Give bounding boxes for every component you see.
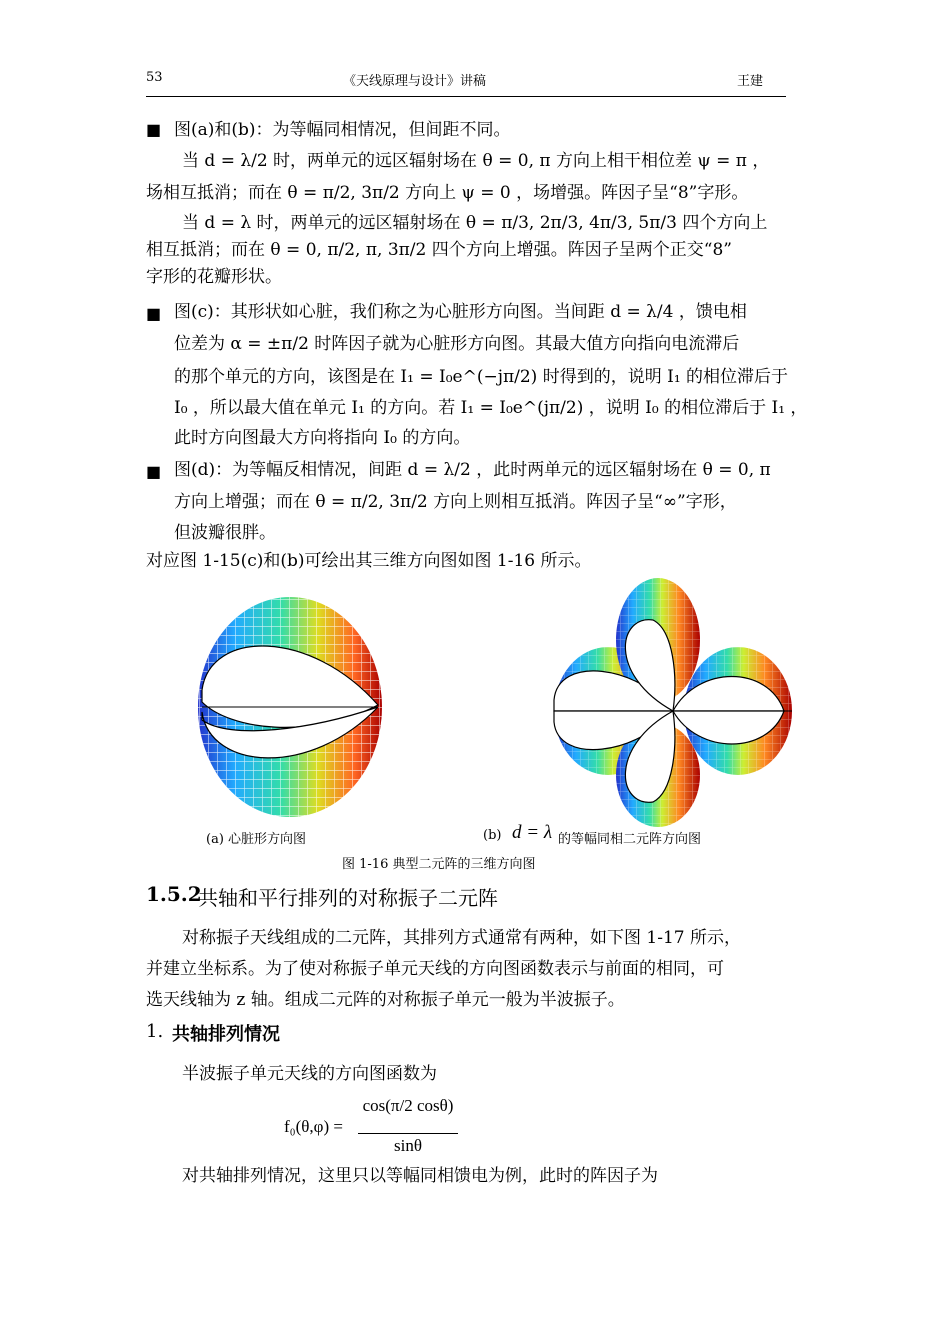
figure-b-caption-text: 的等幅同相二元阵方向图	[558, 832, 702, 847]
section-number: 1.5.2	[146, 882, 202, 906]
bullet2-line3: 的那个单元的方向，该图是在 I₁ = I₀e^(−jπ/2) 时得到的，说明 I₁ 的相位滞后于	[174, 367, 789, 387]
bullet2-line2: 位差为 α = ±π/2 时阵因子就为心脏形方向图。其最大值方向指向电流滞后	[174, 334, 740, 354]
equation-fraction-bar	[358, 1133, 458, 1134]
header-rule	[146, 96, 786, 97]
subsection-number: 1.	[146, 1021, 164, 1042]
equation-numerator: cos(π/2 cosθ)	[362, 1096, 454, 1115]
section-para1-line1: 对称振子天线组成的二元阵，其排列方式通常有两种，如下图 1-17 所示，	[182, 928, 741, 948]
para2-line3: 字形的花瓣形状。	[146, 267, 282, 287]
bullet3-line3: 但波瓣很胖。	[174, 523, 276, 543]
figure-b-caption-prefix: (b)	[483, 828, 502, 843]
bullet3-line1: 图(d)：为等幅反相情况，间距 d = λ/2 ，此时两单元的远区辐射场在 θ = 0, π	[174, 460, 771, 480]
bullet-icon: ■	[146, 304, 162, 323]
bullet3-line2: 方向上增强；而在 θ = π/2, 3π/2 方向上则相互抵消。阵因子呈“∞”字形，	[174, 492, 737, 512]
bullet2-line5: 此时方向图最大方向将指向 I₀ 的方向。	[174, 428, 471, 448]
figure-b-caption-math: d = λ	[512, 822, 553, 843]
figure-b-petal-pattern	[548, 575, 798, 830]
running-title: 《天线原理与设计》讲稿	[343, 74, 487, 89]
section-para2: 半波振子单元天线的方向图函数为	[182, 1064, 437, 1084]
para1-line2: 场相互抵消；而在 θ = π/2, 3π/2 方向上 ψ = 0 ，场增强。阵因子呈“8”字形。	[146, 183, 749, 203]
bullet-icon: ■	[146, 462, 162, 481]
section-para1-line2: 并建立坐标系。为了使对称振子单元天线的方向图函数表示与前面的相同，可	[146, 959, 724, 979]
bullet2-line4: I₀ ，所以最大值在单元 I₁ 的方向。若 I₁ = I₀e^(jπ/2) ，说明 I₀ 的相位滞后于 I₁ ，	[174, 398, 808, 418]
figure-a-caption: (a) 心脏形方向图	[206, 832, 307, 847]
bullet2-line1: 图(c)：其形状如心脏，我们称之为心脏形方向图。当间距 d = λ/4 ，馈电相	[174, 302, 747, 322]
para2-line2: 相互抵消；而在 θ = 0, π/2, π, 3π/2 四个方向上增强。阵因子呈两个正交“8”	[146, 240, 732, 260]
figure-a-cardioid-pattern	[190, 590, 390, 830]
figure-caption: 图 1-16 典型二元阵的三维方向图	[342, 857, 536, 872]
running-author: 王建	[737, 74, 764, 89]
section-para1-line3: 选天线轴为 z 轴。组成二元阵的对称振子单元一般为半波振子。	[146, 990, 625, 1010]
para2-line1: 当 d = λ 时，两单元的远区辐射场在 θ = π/3, 2π/3, 4π/3, 5π/3 四个方向上	[182, 213, 768, 233]
para3: 对应图 1-15(c)和(b)可绘出其三维方向图如图 1-16 所示。	[146, 551, 592, 571]
section-title: 共轴和平行排列的对称振子二元阵	[198, 886, 498, 910]
equation-lhs: f₀(θ,φ) =	[284, 1117, 343, 1136]
equation-denominator: sinθ	[394, 1136, 422, 1155]
bullet-icon: ■	[146, 120, 162, 139]
page-number: 53	[146, 70, 163, 85]
section-para3: 对共轴排列情况，这里只以等幅同相馈电为例，此时的阵因子为	[182, 1166, 658, 1186]
para1-line1: 当 d = λ/2 时，两单元的远区辐射场在 θ = 0, π 方向上相干相位差 ψ = π ，	[182, 151, 770, 171]
bullet1-heading: 图(a)和(b)：为等幅同相情况，但间距不同。	[174, 120, 511, 140]
subsection-title: 共轴排列情况	[172, 1024, 280, 1045]
